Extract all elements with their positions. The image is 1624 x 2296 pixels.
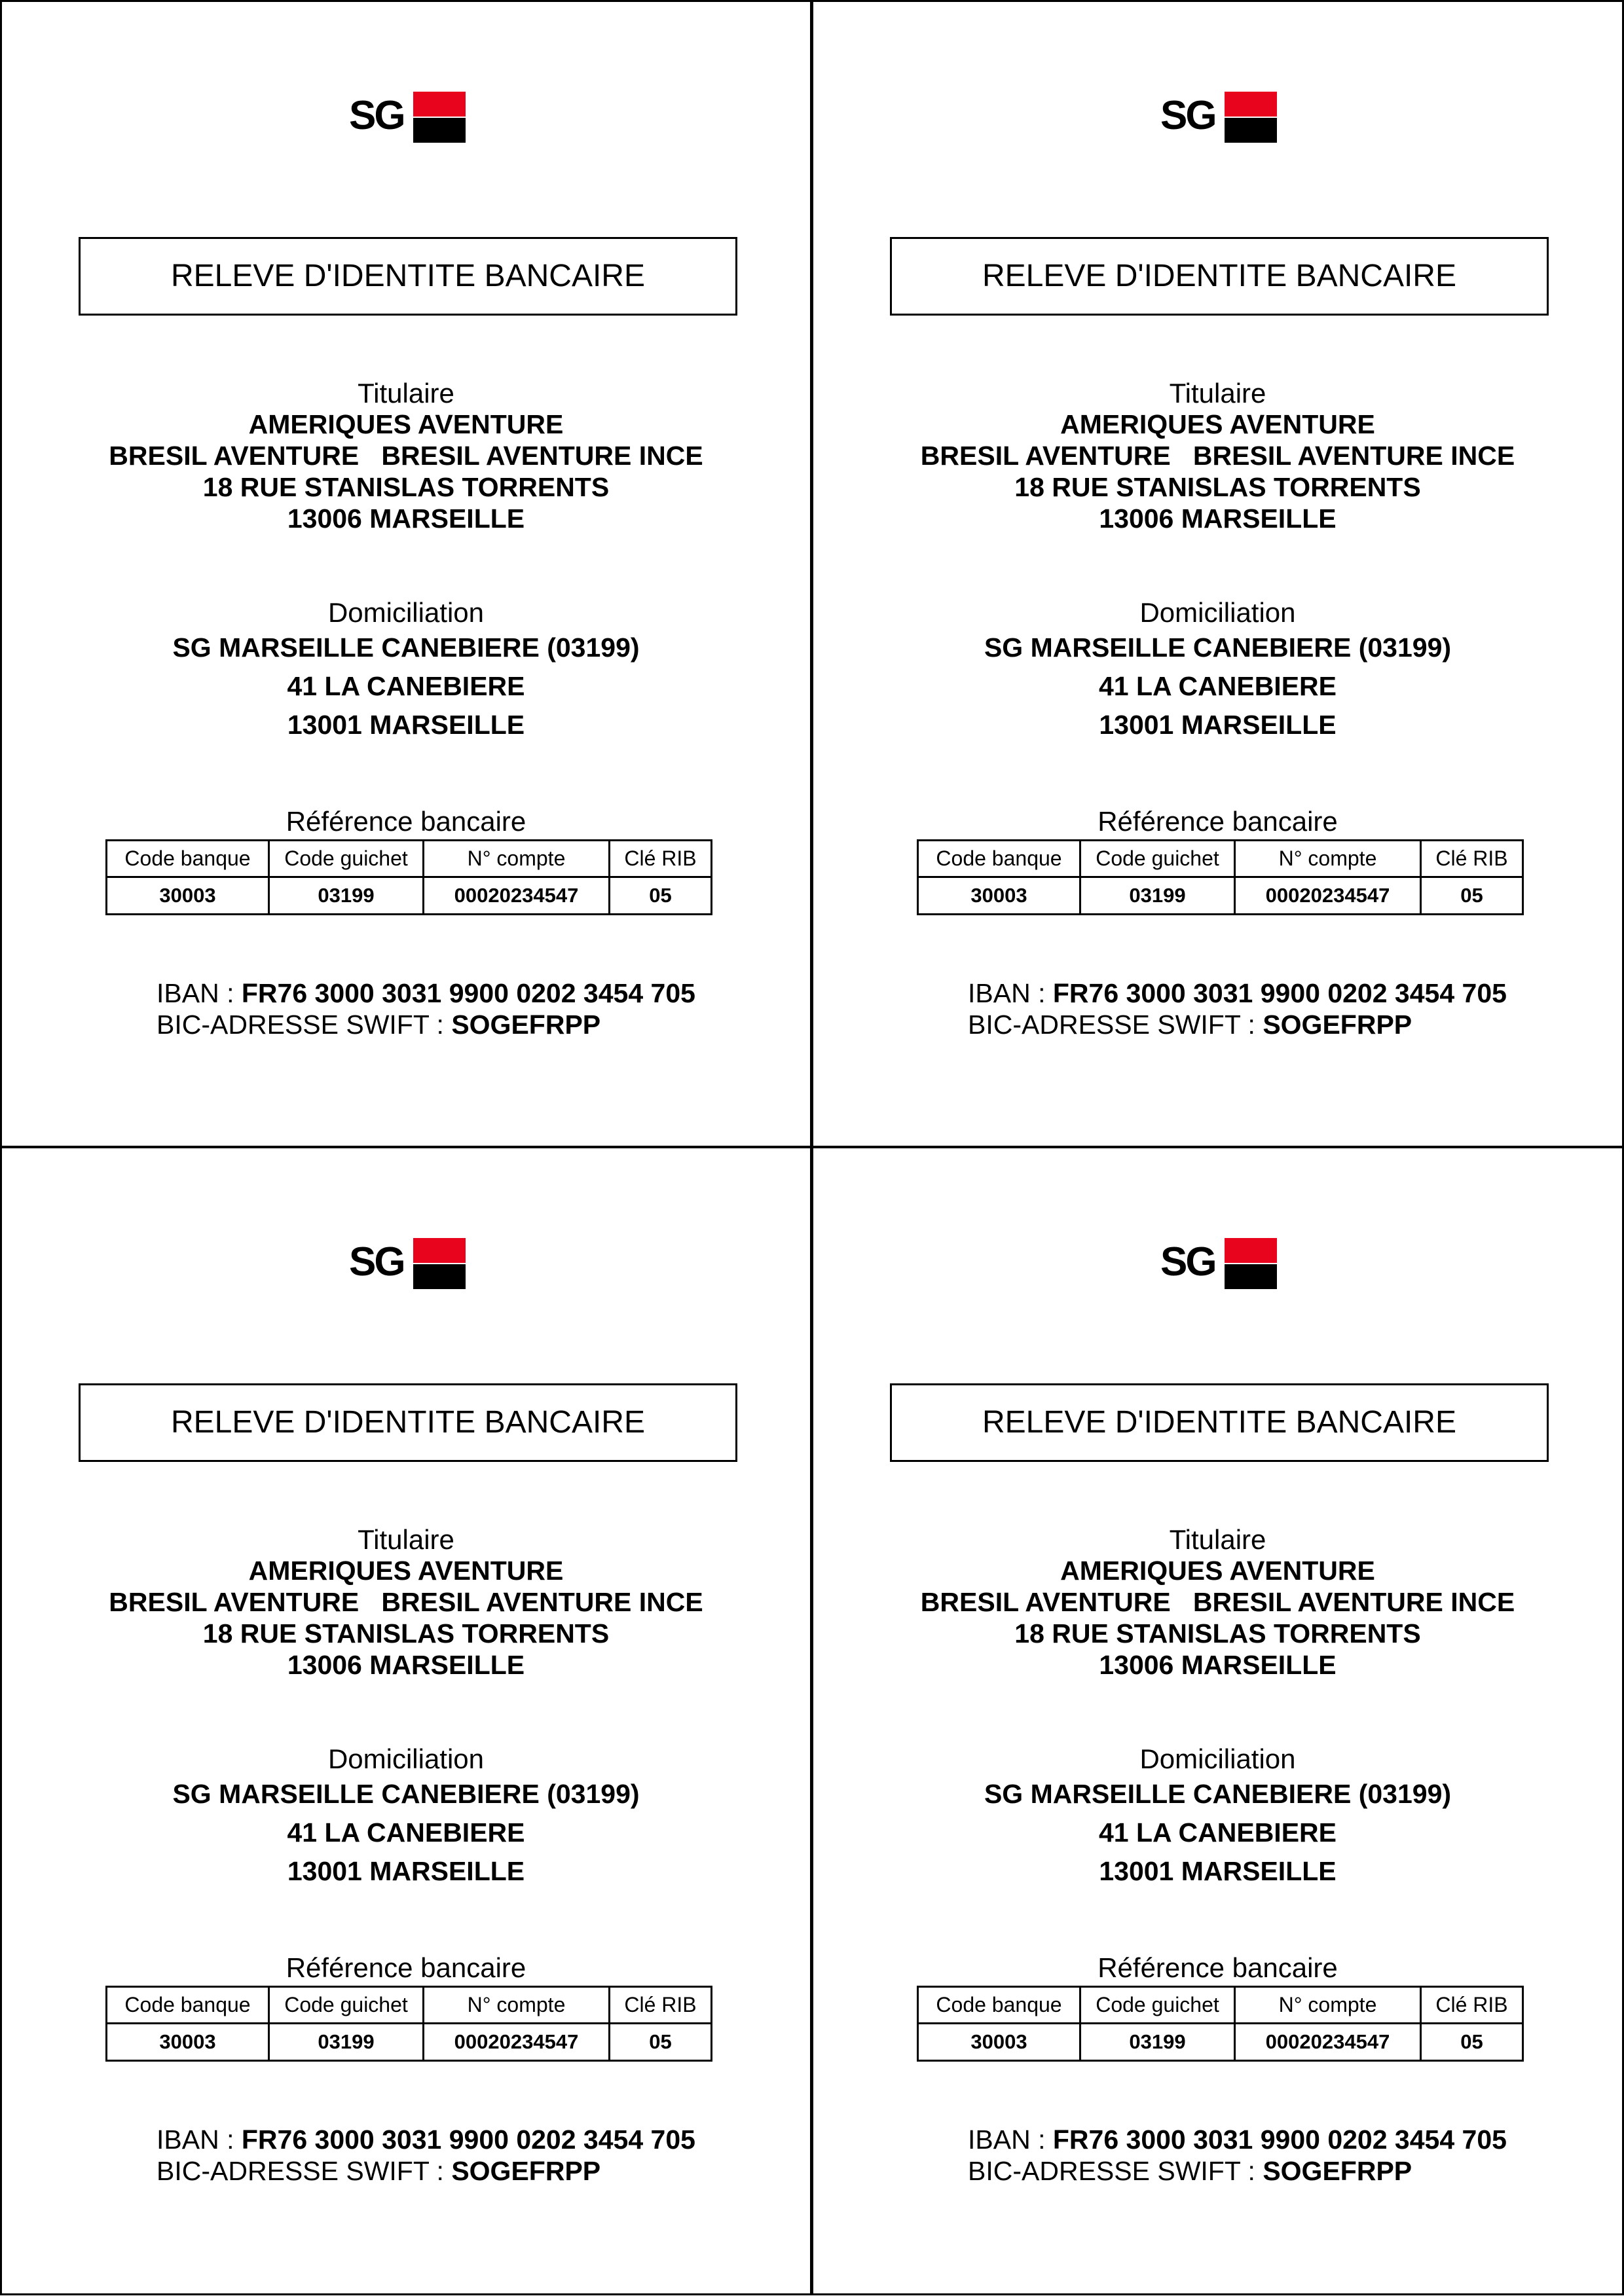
holder-line: 18 RUE STANISLAS TORRENTS bbox=[202, 472, 610, 502]
rib-card bbox=[0, 1148, 812, 2295]
holder-line: 13006 MARSEILLE bbox=[287, 1650, 525, 1680]
logo-red-block bbox=[1225, 1238, 1277, 1263]
logo-red-block bbox=[413, 92, 466, 117]
rib-card bbox=[0, 0, 812, 1148]
logo-text: SG bbox=[349, 93, 404, 138]
header-cle-rib: Clé RIB bbox=[1421, 841, 1523, 877]
bic-value: SOGEFRPP bbox=[1263, 1010, 1412, 1040]
header-code-banque: Code banque bbox=[918, 841, 1080, 877]
holder-line: BRESIL AVENTURE BRESIL AVENTURE INCE bbox=[920, 441, 1515, 471]
rib-table-values bbox=[107, 2024, 712, 2061]
domiciliation-line: 41 LA CANEBIERE bbox=[1099, 671, 1337, 701]
holder-line: BRESIL AVENTURE BRESIL AVENTURE INCE bbox=[920, 1587, 1515, 1617]
rib-table-header bbox=[918, 841, 1523, 877]
holder-line: AMERIQUES AVENTURE bbox=[248, 1556, 564, 1586]
bic-line bbox=[157, 2155, 600, 2187]
iban-value: FR76 3000 3031 9900 0202 3454 705 bbox=[241, 2124, 695, 2155]
holder-line: BRESIL AVENTURE BRESIL AVENTURE INCE bbox=[109, 441, 703, 471]
logo-black-block bbox=[1225, 1264, 1277, 1289]
domiciliation-line: SG MARSEILLE CANEBIERE (03199) bbox=[172, 1779, 640, 1809]
header-cle-rib: Clé RIB bbox=[610, 1987, 712, 2024]
document-title: RELEVE D'IDENTITE BANCAIRE bbox=[890, 237, 1549, 316]
holder-line: AMERIQUES AVENTURE bbox=[1060, 409, 1375, 439]
header-code-guichet: Code guichet bbox=[1080, 841, 1235, 877]
value-code-banque: 30003 bbox=[107, 2024, 269, 2061]
reference-label: Référence bancaire bbox=[286, 1952, 526, 1983]
header-numero-compte: N° compte bbox=[424, 841, 610, 877]
value-code-guichet: 03199 bbox=[1080, 877, 1235, 915]
bic-line bbox=[968, 1009, 1412, 1040]
domiciliation-line: SG MARSEILLE CANEBIERE (03199) bbox=[984, 632, 1452, 663]
iban-value: FR76 3000 3031 9900 0202 3454 705 bbox=[1052, 978, 1507, 1008]
rib-table-values bbox=[918, 2024, 1523, 2061]
domiciliation-line: 13001 MARSEILLE bbox=[1099, 1856, 1337, 1886]
domiciliation-line: 13001 MARSEILLE bbox=[287, 1856, 525, 1886]
iban-line bbox=[968, 977, 1507, 1009]
iban-line bbox=[157, 2124, 695, 2155]
holder-line: AMERIQUES AVENTURE bbox=[1060, 1556, 1375, 1586]
header-numero-compte: N° compte bbox=[424, 1987, 610, 2024]
sg-logo bbox=[349, 90, 467, 143]
header-numero-compte: N° compte bbox=[1235, 841, 1421, 877]
holder-label: Titulaire bbox=[1169, 1524, 1266, 1555]
header-code-banque: Code banque bbox=[918, 1987, 1080, 2024]
rib-table-header bbox=[107, 841, 712, 877]
domiciliation-line: SG MARSEILLE CANEBIERE (03199) bbox=[984, 1779, 1452, 1809]
header-cle-rib: Clé RIB bbox=[1421, 1987, 1523, 2024]
value-cle-rib: 05 bbox=[610, 2024, 712, 2061]
domiciliation-label: Domiciliation bbox=[327, 597, 485, 628]
bic-line bbox=[968, 2155, 1412, 2187]
bic-value: SOGEFRPP bbox=[451, 2156, 601, 2186]
rib-table bbox=[917, 1986, 1524, 2062]
sg-logo bbox=[1160, 90, 1278, 143]
bic-line bbox=[157, 1009, 600, 1040]
value-cle-rib: 05 bbox=[1421, 2024, 1523, 2061]
header-code-guichet: Code guichet bbox=[1080, 1987, 1235, 2024]
domiciliation-label: Domiciliation bbox=[327, 1743, 485, 1774]
value-code-guichet: 03199 bbox=[1080, 2024, 1235, 2061]
document-title: RELEVE D'IDENTITE BANCAIRE bbox=[890, 1383, 1549, 1462]
logo-red-block bbox=[1225, 92, 1277, 117]
header-cle-rib: Clé RIB bbox=[610, 841, 712, 877]
rib-table-header bbox=[918, 1987, 1523, 2024]
logo-black-block bbox=[413, 1264, 466, 1289]
header-code-guichet: Code guichet bbox=[269, 1987, 424, 2024]
rib-table bbox=[917, 839, 1524, 915]
reference-label: Référence bancaire bbox=[1098, 806, 1338, 837]
holder-line: 13006 MARSEILLE bbox=[1099, 1650, 1337, 1680]
bic-label: BIC-ADRESSE SWIFT : bbox=[157, 1010, 452, 1040]
holder-label: Titulaire bbox=[1169, 378, 1266, 409]
logo-black-block bbox=[1225, 118, 1277, 143]
value-numero-compte: 00020234547 bbox=[424, 877, 610, 915]
sg-logo bbox=[1160, 1237, 1278, 1289]
reference-label: Référence bancaire bbox=[1098, 1952, 1338, 1983]
value-numero-compte: 00020234547 bbox=[424, 2024, 610, 2061]
domiciliation-label: Domiciliation bbox=[1139, 1743, 1296, 1774]
iban-line bbox=[968, 2124, 1507, 2155]
bic-label: BIC-ADRESSE SWIFT : bbox=[968, 1010, 1263, 1040]
iban-value: FR76 3000 3031 9900 0202 3454 705 bbox=[241, 978, 695, 1008]
rib-card bbox=[812, 0, 1624, 1148]
iban-label: IBAN : bbox=[968, 2124, 1053, 2155]
value-code-banque: 30003 bbox=[918, 2024, 1080, 2061]
domiciliation-line: 13001 MARSEILLE bbox=[287, 710, 525, 740]
logo-text: SG bbox=[1160, 1239, 1215, 1285]
logo-text: SG bbox=[1160, 93, 1215, 138]
iban-label: IBAN : bbox=[968, 978, 1053, 1008]
iban-line bbox=[157, 977, 695, 1009]
holder-line: 13006 MARSEILLE bbox=[1099, 503, 1337, 534]
bic-value: SOGEFRPP bbox=[1263, 2156, 1412, 2186]
value-code-guichet: 03199 bbox=[269, 877, 424, 915]
document-title: RELEVE D'IDENTITE BANCAIRE bbox=[79, 237, 737, 316]
holder-label: Titulaire bbox=[358, 378, 454, 409]
domiciliation-line: 41 LA CANEBIERE bbox=[287, 671, 525, 701]
holder-line: 13006 MARSEILLE bbox=[287, 503, 525, 534]
holder-line: 18 RUE STANISLAS TORRENTS bbox=[1014, 1618, 1421, 1649]
domiciliation-line: 13001 MARSEILLE bbox=[1099, 710, 1337, 740]
reference-label: Référence bancaire bbox=[286, 806, 526, 837]
value-numero-compte: 00020234547 bbox=[1235, 877, 1421, 915]
rib-table bbox=[105, 1986, 712, 2062]
bic-label: BIC-ADRESSE SWIFT : bbox=[968, 2156, 1263, 2186]
holder-label: Titulaire bbox=[358, 1524, 454, 1555]
document-title: RELEVE D'IDENTITE BANCAIRE bbox=[79, 1383, 737, 1462]
logo-black-block bbox=[413, 118, 466, 143]
holder-line: BRESIL AVENTURE BRESIL AVENTURE INCE bbox=[109, 1587, 703, 1617]
bic-label: BIC-ADRESSE SWIFT : bbox=[157, 2156, 452, 2186]
sg-logo bbox=[349, 1237, 467, 1289]
holder-line: AMERIQUES AVENTURE bbox=[248, 409, 564, 439]
rib-table-values bbox=[918, 877, 1523, 915]
bic-value: SOGEFRPP bbox=[451, 1010, 601, 1040]
rib-table-header bbox=[107, 1987, 712, 2024]
header-numero-compte: N° compte bbox=[1235, 1987, 1421, 2024]
domiciliation-line: SG MARSEILLE CANEBIERE (03199) bbox=[172, 632, 640, 663]
value-cle-rib: 05 bbox=[610, 877, 712, 915]
iban-label: IBAN : bbox=[157, 2124, 242, 2155]
holder-line: 18 RUE STANISLAS TORRENTS bbox=[202, 1618, 610, 1649]
rib-table-values bbox=[107, 877, 712, 915]
iban-value: FR76 3000 3031 9900 0202 3454 705 bbox=[1052, 2124, 1507, 2155]
header-code-banque: Code banque bbox=[107, 841, 269, 877]
logo-text: SG bbox=[349, 1239, 404, 1285]
header-code-banque: Code banque bbox=[107, 1987, 269, 2024]
rib-table bbox=[105, 839, 712, 915]
value-numero-compte: 00020234547 bbox=[1235, 2024, 1421, 2061]
domiciliation-line: 41 LA CANEBIERE bbox=[1099, 1817, 1337, 1848]
value-code-guichet: 03199 bbox=[269, 2024, 424, 2061]
domiciliation-line: 41 LA CANEBIERE bbox=[287, 1817, 525, 1848]
value-cle-rib: 05 bbox=[1421, 877, 1523, 915]
iban-label: IBAN : bbox=[157, 978, 242, 1008]
header-code-guichet: Code guichet bbox=[269, 841, 424, 877]
value-code-banque: 30003 bbox=[918, 877, 1080, 915]
value-code-banque: 30003 bbox=[107, 877, 269, 915]
domiciliation-label: Domiciliation bbox=[1139, 597, 1296, 628]
holder-line: 18 RUE STANISLAS TORRENTS bbox=[1014, 472, 1421, 502]
rib-card bbox=[812, 1148, 1624, 2295]
logo-red-block bbox=[413, 1238, 466, 1263]
